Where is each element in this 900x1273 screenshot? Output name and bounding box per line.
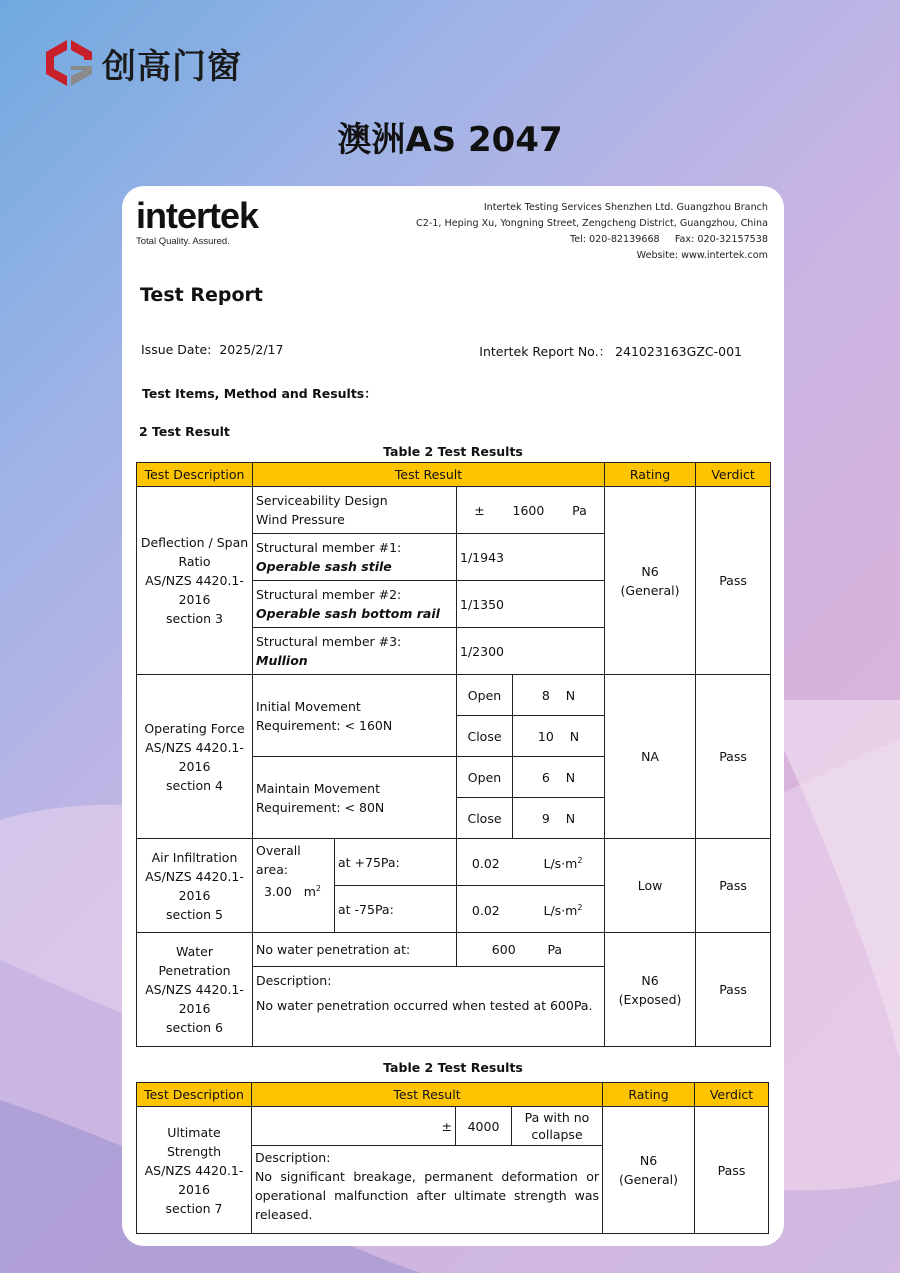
area-unit-sup: 2: [315, 884, 321, 893]
desc-line: section 4: [166, 777, 223, 793]
desc-line: AS/NZS 4420.1-: [145, 739, 244, 755]
description-label: Description:: [255, 1150, 331, 1165]
ultimate-unit-line: collapse: [531, 1127, 583, 1142]
header-test-result: Test Result: [253, 463, 605, 487]
ultimate-unit: [512, 1107, 603, 1146]
member-3-label: [253, 628, 457, 675]
desc-line: Deflection / Span: [140, 535, 249, 550]
brand-name: 创高门窗: [102, 46, 242, 87]
ultimate-verdict: Pass: [695, 1107, 769, 1234]
member-name: Mullion: [256, 653, 308, 668]
desc-line: 2016: [178, 1181, 210, 1197]
air-number: 0.02: [471, 903, 500, 919]
report-number: [479, 342, 742, 360]
maintain-label-line: Maintain Movement: [256, 780, 380, 796]
header-rating: Rating: [603, 1083, 695, 1107]
test-items-title: Test Items, Method and Results：: [142, 386, 377, 401]
water-description: [137, 933, 253, 1047]
initial-label-line: Initial Movement: [256, 698, 361, 714]
force-number: 8: [541, 687, 550, 703]
section-title: 2 Test Result: [139, 424, 230, 439]
issue-date-label: Issue Date:: [141, 342, 212, 357]
operating-rating: NA: [605, 675, 696, 839]
desc-line: AS/NZS 4420.1-: [145, 982, 244, 997]
results-table-2: [136, 1082, 769, 1234]
water-label: No water penetration at:: [253, 933, 457, 967]
air-unit: L/s·m: [543, 903, 578, 919]
member-3-value: 1/2300: [457, 628, 605, 675]
ultimate-value: 4000: [456, 1107, 512, 1146]
rating-line: N6: [641, 972, 659, 988]
desc-line: Water Penetration: [158, 944, 231, 978]
desc-line: AS/NZS 4420.1-: [145, 573, 244, 588]
water-verdict: Pass: [696, 933, 771, 1047]
brand-header: [40, 36, 242, 90]
table-row: [137, 675, 771, 716]
sdwp-unit: Pa: [572, 502, 587, 518]
page-heading: 澳洲AS 2047: [337, 120, 563, 160]
desc-line: AS/NZS 4420.1-: [144, 1162, 244, 1178]
force-number: 9: [541, 810, 550, 826]
rating-line: N6: [641, 563, 659, 579]
member-name: Operable sash bottom rail: [256, 606, 440, 621]
rating-line: (Exposed): [618, 991, 682, 1007]
air-area-cell: [253, 839, 335, 933]
results-table-1: [136, 462, 771, 1047]
ultimate-description: [137, 1107, 252, 1234]
deflection-rating: [605, 487, 696, 675]
ultimate-rating: [603, 1107, 695, 1234]
member-2-label: [253, 581, 457, 628]
lab-fax: Fax: 020-32157538: [674, 234, 768, 245]
lab-phone-fax: [416, 232, 768, 248]
member-1-value: 1/1943: [457, 534, 605, 581]
member-1-label: [253, 534, 457, 581]
table-1-header-row: [137, 463, 771, 487]
force-unit: N: [569, 728, 580, 744]
air-unit-sup: 2: [577, 902, 583, 912]
lab-tel: Tel: 020-82139668: [569, 234, 660, 245]
water-value: [457, 933, 605, 967]
lab-contact-block: [416, 200, 768, 264]
maintain-close-value: [513, 798, 605, 839]
desc-line: Air Infiltration: [151, 849, 238, 865]
report-number-value: 241023163GZC-001: [615, 344, 742, 359]
lab-address: C2-1, Heping Xu, Yongning Street, Zengcheng District, Guangzhou, China: [416, 218, 768, 229]
air-verdict: Pass: [696, 839, 771, 933]
initial-open-label: Open: [457, 675, 513, 716]
water-number: 600: [491, 942, 516, 957]
desc-line: 2016: [178, 887, 211, 903]
table-1-caption: Table 2 Test Results: [383, 444, 523, 459]
report-title: Test Report: [140, 284, 263, 306]
desc-line: Ratio: [178, 554, 211, 569]
area-unit: m: [303, 884, 316, 900]
desc-line: 2016: [178, 1001, 211, 1016]
header-test-description: Test Description: [137, 463, 253, 487]
rating-line: N6: [639, 1153, 658, 1168]
maintain-open-value: [513, 757, 605, 798]
area-label-line: Overall: [256, 843, 301, 858]
maintain-open-label: Open: [457, 757, 513, 798]
lab-website: Website: www.intertek.com: [636, 250, 768, 261]
operating-verdict: Pass: [696, 675, 771, 839]
table-row: [137, 1107, 769, 1146]
desc-line: 2016: [178, 592, 211, 607]
desc-line: section 3: [166, 611, 223, 626]
operating-description: [137, 675, 253, 839]
member-name: Operable sash stile: [256, 559, 392, 574]
table-row: [137, 933, 771, 967]
member-label: Structural member #3:: [256, 634, 402, 649]
force-number: 6: [541, 769, 550, 785]
ultimate-unit-line: Pa with no: [524, 1110, 590, 1125]
report-number-label: Intertek Report No.：: [479, 344, 612, 359]
area-label-line: area:: [256, 862, 289, 877]
desc-line: Operating Force: [144, 720, 245, 736]
issue-date: [141, 342, 283, 357]
table-2-header-row: [137, 1083, 769, 1107]
water-rating: [605, 933, 696, 1047]
air-negative-label: at -75Pa:: [335, 886, 457, 933]
desc-line: section 6: [166, 1020, 223, 1035]
initial-movement-label: [253, 675, 457, 757]
desc-line: 2016: [178, 758, 211, 774]
force-number: 10: [537, 728, 554, 744]
header-rating: Rating: [605, 463, 696, 487]
ultimate-sign: ±: [252, 1107, 456, 1146]
header-verdict: Verdict: [695, 1083, 769, 1107]
rating-line: (General): [620, 582, 680, 598]
air-description: [137, 839, 253, 933]
report-sheet: [122, 186, 784, 1246]
force-unit: N: [565, 687, 576, 703]
sdwp-value: [457, 487, 605, 534]
area-number: 3.00: [263, 884, 292, 900]
desc-line: section 5: [166, 906, 223, 922]
deflection-verdict: Pass: [696, 487, 771, 675]
air-unit: L/s·m: [543, 856, 578, 872]
deflection-description: [137, 487, 253, 675]
sdwp-number: 1600: [512, 502, 545, 518]
intertek-logo-word: intertek: [136, 195, 259, 236]
force-unit: N: [565, 769, 576, 785]
air-positive-value: [457, 839, 605, 886]
brand-logo-icon: [40, 36, 98, 90]
desc-line: Ultimate Strength: [166, 1124, 222, 1159]
member-label: Structural member #2:: [256, 587, 402, 602]
initial-close-label: Close: [457, 716, 513, 757]
maintain-close-label: Close: [457, 798, 513, 839]
force-unit: N: [565, 810, 576, 826]
initial-label-line: Requirement: < 160N: [256, 717, 393, 733]
maintain-movement-label: [253, 757, 457, 839]
air-unit-sup: 2: [577, 855, 583, 865]
description-body: No significant breakage, permanent deformation or operational malfunction after ultimate strength was released.: [255, 1169, 600, 1222]
initial-close-value: [513, 716, 605, 757]
table-row: [137, 839, 771, 886]
desc-line: AS/NZS 4420.1-: [145, 868, 244, 884]
ultimate-description-text: [252, 1146, 603, 1234]
air-rating: Low: [605, 839, 696, 933]
description-body: No water penetration occurred when tested at 600Pa.: [256, 998, 593, 1013]
header-test-description: Test Description: [137, 1083, 252, 1107]
header-verdict: Verdict: [696, 463, 771, 487]
member-label: Structural member #1:: [256, 540, 402, 555]
desc-line: section 7: [165, 1200, 223, 1216]
lab-name: Intertek Testing Services Shenzhen Ltd. Guangzhou Branch: [483, 202, 768, 213]
description-label: Description:: [256, 973, 332, 988]
header-test-result: Test Result: [252, 1083, 603, 1107]
member-2-value: 1/1350: [457, 581, 605, 628]
maintain-label-line: Requirement: < 80N: [256, 799, 385, 815]
air-positive-label: at +75Pa:: [335, 839, 457, 886]
rating-line: (General): [619, 1172, 679, 1187]
table-row: [137, 487, 771, 534]
initial-open-value: [513, 675, 605, 716]
air-negative-value: [457, 886, 605, 933]
area-value: [256, 879, 331, 901]
sdwp-label-line: Wind Pressure: [256, 512, 345, 527]
issue-date-value: 2025/2/17: [219, 342, 284, 357]
water-unit: Pa: [547, 942, 563, 957]
sdwp-label-line: Serviceability Design: [256, 493, 388, 508]
sdwp-label: [253, 487, 457, 534]
water-description-text: [253, 967, 605, 1047]
table-2-caption: Table 2 Test Results: [383, 1060, 523, 1075]
sdwp-sign: ±: [474, 502, 485, 518]
intertek-tagline: Total Quality. Assured.: [136, 236, 230, 247]
air-number: 0.02: [471, 856, 500, 872]
intertek-logo: [136, 195, 259, 247]
